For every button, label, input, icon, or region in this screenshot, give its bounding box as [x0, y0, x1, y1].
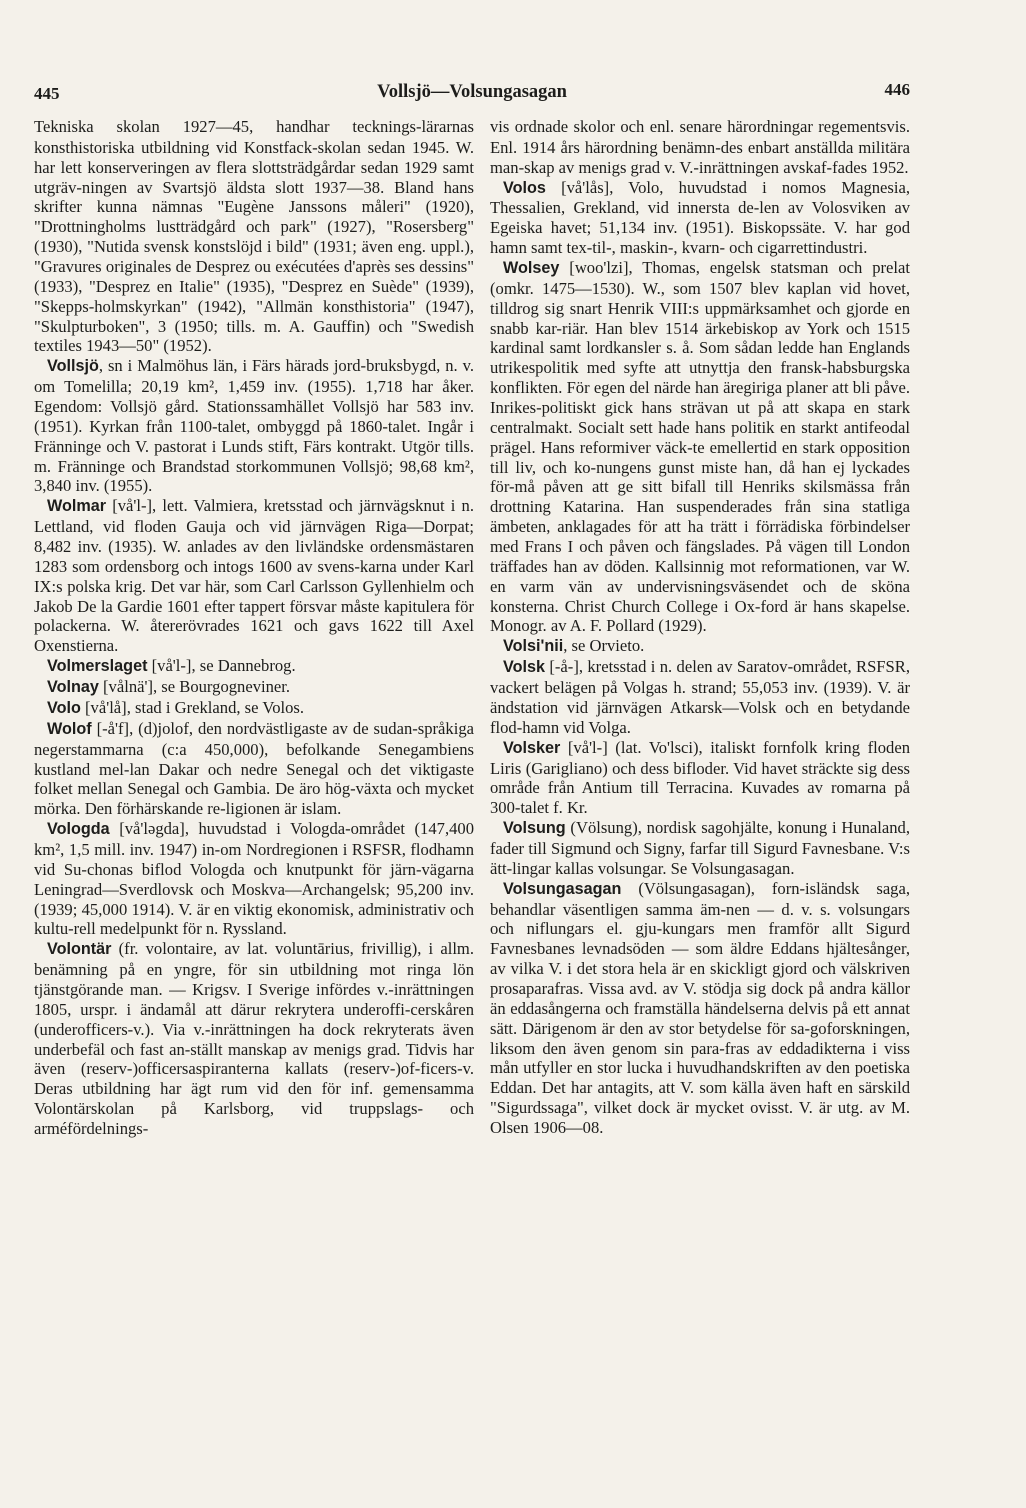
entry [490, 657, 910, 737]
entry-headword: Vologda [47, 820, 110, 839]
page-title: Vollsjö—Volsungasagan [377, 82, 567, 102]
entry-text: , se Orvieto. [563, 636, 645, 656]
entry-text: [vå'l-], se Dannebrog. [147, 656, 296, 676]
entry-headword: Wolmar [47, 497, 107, 516]
entry-headword: Volontär [47, 940, 112, 959]
entry-headword: Volsungasagan [503, 879, 622, 898]
entry-text: (Völsungasagan), forn-isländsk saga, behandlar väsentligen samma äm-nen — d. v. s. volsungars och niflungars el. gju-kungars men framför allt Sigurd Favnesbanes levnadsöden — som äldre Eddans hjältesånger, av vilka V. i det stora hela är en skickligt gjord och välskriven prosaparafras. Vissa avd. av V. stödja sig dock på andra källor än eddasångerna och framställa händelserna delvis på ett annat sätt. Därigenom är den av stor betydelse för sa-goforskningen, liksom den även genom sin para-fras av eddadikterna i viss mån utfyller en stor lucka i huvudhandskriften av den poetiska Eddan. Det har antagits, att V. som källa även haft en särskild "Sigurdssaga", vilket dock är mycket ovisst. V. är utg. av M. Olsen 1906—08. [490, 878, 910, 1137]
entry-headword: Vollsjö [47, 357, 99, 376]
entry-headword: Wolof [47, 719, 92, 738]
entry-headword: Volsk [503, 658, 545, 677]
entry [490, 879, 910, 1138]
entry-headword: Volmerslaget [47, 657, 148, 676]
page-header [34, 80, 910, 108]
page-number-left: 445 [34, 84, 60, 103]
left-column [34, 117, 474, 1139]
entry-text: [-å-], kretsstad i n. delen av Saratov-området, RSFSR, vackert belägen på Volgas h. strand; 55,053 inv. (1939). V. är ändstation vid järnvägen Atkarsk—Volsk och en betydande flod-hamn vid Volga. [490, 657, 910, 737]
entry-text: [vålnä'], se Bourgogneviner. [98, 677, 291, 697]
entry-text: Tekniska skolan 1927—45, handhar tecknings-lärarnas konsthistoriska utbildning vid Konstfack-skolan sedan 1945. W. har lett konserveringen av flera slottsträdgårdar sedan 1929 samt utgräv-ningen av Svartsjö äldsta slott 1937—38. Bland hans skrifter kunna nämnas "Eugène Janssons måleri" (1920), "Drottningholms lustträdgård och park" (1927), "Rosersberg" (1930), "Nutida svensk konstslöjd i bild" (1931; även eng. uppl.), "Gravures originales de Desprez ou exécutées d'après ses dessins" (1933), "Desprez en Italie" (1935), "Desprez en Suède" (1939), "Skepps-holmskyrkan" (1942), "Allmän konsthistoria" (1947), "Skulpturboken", 3 (1950; tills. m. A. Gauffin) och "Swedish textiles 1943—50" (1952). [34, 117, 474, 356]
entry [490, 117, 910, 178]
entry-headword: Volsi'nii [503, 637, 564, 656]
page-number-right: 446 [884, 80, 910, 99]
entry-text: [vå'l-] (lat. Vo'lsci), italiskt fornfolk kring floden Liris (Garigliano) och dess bifloder. Vid havet sträckte sig dess område från Antium till Terracina. Kuvades av romarna på 300-talet f. Kr. [490, 737, 910, 818]
entry-text: , sn i Malmöhus län, i Färs härads jord-bruksbygd, n. v. om Tomelilla; 20,19 km², 1,459 inv. (1955). 1,718 har åker. Egendom: Vollsjö gård. Stationssamhället Vollsjö har 583 inv. (1951). Kyrkan från 1100-talet, ombyggd på 1860-talet. Ingår i Fränninge och V. pastorat i Lunds stift, Färs kontrakt. Utgör tills. m. Fränninge och Brandstad storkommunen Vollsjö; 98,68 km², 3,840 inv. (1955). [34, 356, 474, 496]
entry-text: vis ordnade skolor och enl. senare härordningar regementsvis. Enl. 1914 års härordning benämn-des enbart anställda militära man-skap av menigs grad v. V.-inrättningen avskaf-fades 1952. [490, 117, 910, 177]
entry [34, 939, 474, 1139]
entry [490, 178, 910, 258]
entry-headword: Wolsey [503, 259, 560, 278]
entry [34, 719, 474, 819]
entry-headword: Volnay [47, 678, 99, 697]
entry [34, 677, 474, 698]
entry-headword: Volo [47, 698, 81, 717]
entry-text: (Völsung), nordisk sagohjälte, konung i Hunaland, fader till Sigmund och Signy, farfar till Sigurd Favnesbane. V:s ätt-lingar kallas volsungar. Se Volsungasagan. [490, 818, 910, 878]
entry [34, 698, 474, 719]
entry [490, 258, 910, 636]
entry [490, 738, 910, 818]
entry-text: [vå'l-], lett. Valmiera, kretsstad och järnvägsknut i n. Lettland, vid floden Gauja och vid järnvägen Riga—Dorpat; 8,482 inv. (1935). W. anlades av den livländske ordensmästaren 1283 som ordensborg och intogs 1600 av svens-karna under Karl IX:s polska krig. Det var här, som Carl Carlsson Gyllenhielm och Jakob De la Gardie 1601 efter tappert försvar måste kapitulera för polackerna. W. återerövrades 1621 och gavs 1622 till Axel Oxenstierna. [34, 496, 474, 656]
entry [34, 117, 474, 356]
entry [34, 356, 474, 496]
entry-text: [vå'lå], stad i Grekland, se Volos. [80, 697, 304, 717]
entry-text: [woo'lzi], Thomas, engelsk statsman och prelat (omkr. 1475—1530). W., som 1507 blev kaplan vid hovet, tilldrog sig snart Henrik VIII:s uppmärksamhet och gjorde en snabb kar-riär. Han blev 1514 ärkebiskop av York och 1515 kardinal samt lordkansler s. å. Som sådan ledde han Englands utrikespolitik med syfte att utnyttja den fransk-habsburgska konflikten. För egen del närde han äregiriga planer att bli påve. Inrikes-politiskt gick hans strävan ut på att skapa en stark centralmakt. Socialt sett hade hans politik en starkt antifeodal prägel. Hans reformiver väck-te emellertid en stark opposition till liv, och ko-nungens gunst miste han, då han ej lyckades för-må påven att ge sitt bifall till Henriks skilsmässa från drottning Katarina. Han suspenderades från sina statliga ämbeten, anklagades för att ha trätt i förrädiska förbindelser med Frans I och påven och fängslades. På vägen till London träffades han av döden. Kallsinnig mot reformationen, var W. en varm vän av undervisningsväsendet och de sköna konsterna. Christ Church College i Ox-ford är hans skapelse. Monogr. av A. F. Pollard (1929). [490, 258, 910, 636]
entry [34, 496, 474, 656]
right-column [490, 117, 910, 1138]
entry-headword: Volsung [503, 819, 566, 838]
entry-text: [vå'lås], Volo, huvudstad i nomos Magnesia, Thessalien, Grekland, vid innersta de-len av Volosviken av Egeiska havet; 51,134 inv. (1951). Biskopssäte. V. har god hamn samt tex-til-, maskin-, kvarn- och cigarrettindustri. [490, 177, 910, 258]
entry [490, 818, 910, 879]
entry-text: (fr. volontaire, av lat. voluntārius, frivillig), i allm. benämning på en yngre, för sin utbildning mot ringa lön tjänstgörande man. — Krigsv. I Sverige infördes v.-inrättningen 1805, urspr. i ändamål att därur rekrytera underoffi-cerskåren (underofficers-v.). Via v.-inrättningen ha dock rekryterats även underbefäl och fast an-ställt manskap av menigs grad. Tidvis har även (reserv-)officersaspiranterna kallats (reserv-)of-ficers-v. Deras utbildning har ägt rum vid den för inf. gemensamma Volontärskolan på Karlsborg, vid truppslags- och arméfördelnings- [34, 939, 474, 1138]
entry [34, 656, 474, 677]
entry-headword: Volos [503, 178, 546, 197]
entry [34, 819, 474, 939]
entry-headword: Volsker [503, 738, 561, 757]
entry-text: [-å'f], (d)jolof, den nordvästligaste av de sudan-språkiga negerstammarna (c:a 450,000), befolkande Senegambiens kustland mel-lan Dakar och nedre Senegal och det viktigaste folket mellan Senegal och Gambia. De äro hög-växta och mycket mörka. Den förhärskande re-ligionen är islam. [34, 718, 474, 819]
entry [490, 636, 910, 657]
entry-text: [vå'lәgda], huvudstad i Vologda-området (147,400 km², 1,5 mill. inv. 1947) in-om Nordregionen i RSFSR, flodhamn vid Su-chonas biflod Vologda och knutpunkt för järn-vägarna Leningrad—Sverdlovsk och Moskva—Archangelsk; 95,200 inv. (1939; 45,000 1914). V. är en viktig ekonomisk, administrativ och kultu-rell medelpunkt för n. Ryssland. [34, 819, 474, 939]
